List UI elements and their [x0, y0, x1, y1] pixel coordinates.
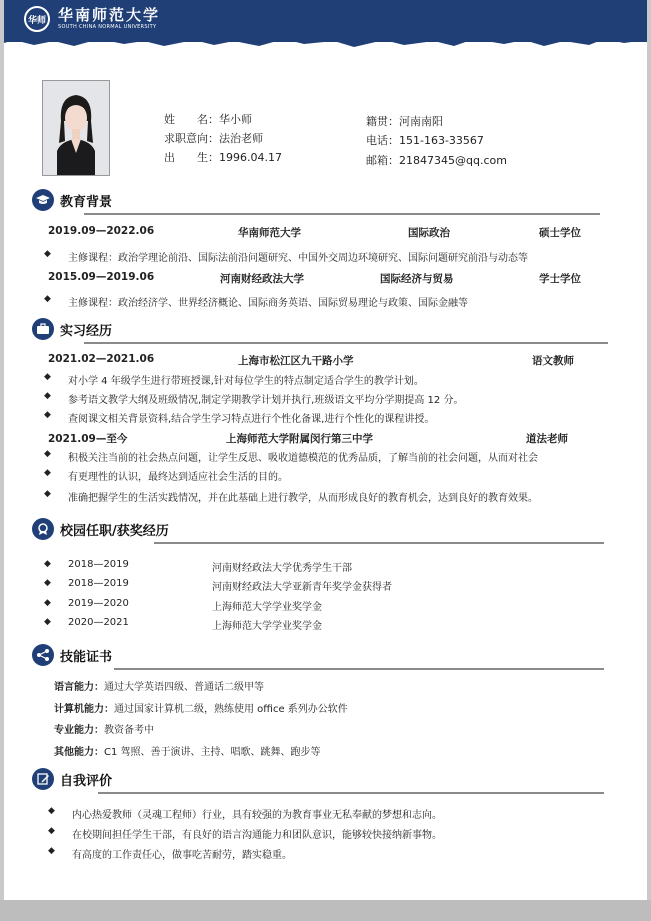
job-period: 2021.09—至今	[48, 433, 128, 445]
profile-hometown: 籍贯：河南南阳	[366, 115, 443, 128]
brush-edge	[4, 34, 647, 52]
profile-email: 邮箱：21847345@qq.com	[366, 154, 507, 167]
edu-period: 2015.09—2019.06	[48, 271, 155, 283]
diamond-bullet-icon: ◆	[44, 249, 51, 259]
briefcase-icon	[32, 318, 54, 340]
edu-major: 国际政治	[408, 227, 450, 239]
section-title: 实习经历	[60, 323, 113, 339]
section-self-eval	[32, 767, 112, 791]
diamond-bullet-icon: ◆	[44, 617, 51, 627]
skill-item: 其他能力：C1 驾照、善于演讲、主持、唱歌、跳舞、跑步等	[54, 747, 321, 758]
job-org: 上海师范大学附属闵行第三中学	[226, 433, 373, 445]
edit-icon	[32, 768, 54, 790]
section-awards	[32, 517, 169, 541]
edu-school: 华南师范大学	[238, 227, 301, 239]
diamond-bullet-icon: ◆	[44, 578, 51, 588]
header-band	[4, 0, 647, 42]
edu-period: 2019.09—2022.06	[48, 225, 155, 237]
section-title: 校园任职/获奖经历	[60, 523, 169, 539]
profile-intent: 求职意向：法治老师	[164, 132, 263, 145]
diamond-bullet-icon: ◆	[44, 294, 51, 304]
edu-school: 河南财经政法大学	[220, 273, 304, 285]
diamond-bullet-icon: ◆	[44, 489, 51, 499]
person-portrait-icon	[43, 81, 109, 175]
job-role: 语文教师	[532, 355, 574, 367]
section-rule	[84, 342, 608, 344]
diamond-bullet-icon: ◆	[44, 598, 51, 608]
medal-icon	[32, 518, 54, 540]
university-name-en: SOUTH CHINA NORMAL UNIVERSITY	[58, 24, 157, 30]
section-title: 教育背景	[60, 194, 113, 210]
profile-name: 姓 名：华小师	[164, 113, 252, 126]
diamond-bullet-icon: ◆	[44, 372, 51, 382]
diamond-bullet-icon: ◆	[48, 846, 55, 856]
diamond-bullet-icon: ◆	[44, 391, 51, 401]
diamond-bullet-icon: ◆	[44, 410, 51, 420]
edu-major: 国际经济与贸易	[380, 273, 454, 285]
diamond-bullet-icon: ◆	[48, 826, 55, 836]
diamond-bullet-icon: ◆	[48, 806, 55, 816]
profile-photo	[42, 80, 110, 176]
university-name: 华南师范大学	[58, 6, 161, 24]
seal-icon: 华师	[24, 6, 50, 32]
section-title: 技能证书	[60, 649, 113, 665]
section-rule	[114, 668, 604, 670]
job-period: 2021.02—2021.06	[48, 353, 155, 365]
diamond-bullet-icon: ◆	[44, 559, 51, 569]
edu-degree: 学士学位	[539, 273, 581, 285]
diamond-bullet-icon: ◆	[44, 449, 51, 459]
section-title: 自我评价	[60, 773, 113, 789]
skill-item: 语言能力：通过大学英语四级、普通话二级甲等	[54, 682, 264, 693]
resume-page: 华师 华南师范大学 SOUTH CHINA NORMAL UNIVERSITY 姓 名：华小师 求职意向：法治老师 出 生：1996.04.17 籍贯：河南南阳 电话：151-163-33567 邮箱：21847345@qq.com 教育背景 2019.09—2022.06 华南师范大学 国际政治 硕士学位 ◆ 主修课程：政治学理论前沿、国际法前沿问题研究、中国外交周边环境研究、国际问题研究前沿与动态等 2015.09—2019.06 河南财经政法大学 国际经济与贸易 学士学位 ◆ 主修课程：政治经济学、世界经济概论、国际商务英语、国际贸易理论与政策、国际金融等 实习经历 2021.02—2021.06 上海市松江区九干路小学 语文教师 ◆ 对小学 4 年级学生进行带班授课,针对每位学生的特点制定适合学生的教学计划。 ◆ 参考语文教学大纲及班级情况,制定学期教学计划并执行,班级语文平均分学期提高 12 分。 ◆ 查阅课文相关背景资料,结合学生学习特点进行个性化备课,进行个性化的课程讲授。 2021.09—至今 上海师范大学附属闵行第三中学 道法老师 ◆ 积极关注当前的社会热点问题，让学生反思、吸收道德模范的优秀品质，了解当前的社会问题，从而对社会 ◆ 有更理性的认识，最终达到适应社会生活的目的。 ◆ 准确把握学生的生活实践情况，并在此基础上进行教学，从而形成良好的教育机会，达到良好的教育效果。 校园任职/获奖经历 ◆ 2018—2019 河南财经政法大学优秀学生干部 ◆ 2018—2019 河南财经政法大学亚新青年奖学金获得者 ◆ 2019—2020 上海师范大学学业奖学金 ◆ 2020—2021 上海师范大学学业奖学金 技能证书 语言能力：通过大学英语四级、普通话二级甲等 计算机能力：通过国家计算机二级，熟练使用 office 系列办公软件 专业能力：教资备考中 其他能力：C1 驾照、善于演讲、主持、唱歌、跳舞、跑步等 自我评价 ◆ 内心热爱教师（灵魂工程师）行业，具有较强的为教育事业无私奉献的梦想和志向。 ◆ 在校期间担任学生干部，有良好的语言沟通能力和团队意识，能够较快接纳新事物。 ◆ 有高度的工作责任心，做事吃苦耐劳，踏实稳重。	[4, 0, 647, 900]
graduation-cap-icon	[32, 189, 54, 211]
skill-item: 专业能力：教资备考中	[54, 725, 154, 736]
diamond-bullet-icon: ◆	[44, 468, 51, 478]
edu-degree: 硕士学位	[539, 227, 581, 239]
job-org: 上海市松江区九干路小学	[238, 355, 354, 367]
section-skills	[32, 643, 112, 667]
job-role: 道法老师	[526, 433, 568, 445]
profile-birth: 出 生：1996.04.17	[164, 151, 282, 164]
share-icon	[32, 644, 54, 666]
university-logo	[24, 6, 160, 32]
section-internship	[32, 317, 112, 341]
section-rule	[154, 542, 604, 544]
skill-item: 计算机能力：通过国家计算机二级，熟练使用 office 系列办公软件	[54, 704, 348, 715]
section-rule	[84, 213, 600, 215]
page-gap	[0, 900, 651, 921]
section-education	[32, 188, 112, 212]
section-rule	[98, 792, 604, 794]
profile-phone: 电话：151-163-33567	[366, 134, 484, 147]
